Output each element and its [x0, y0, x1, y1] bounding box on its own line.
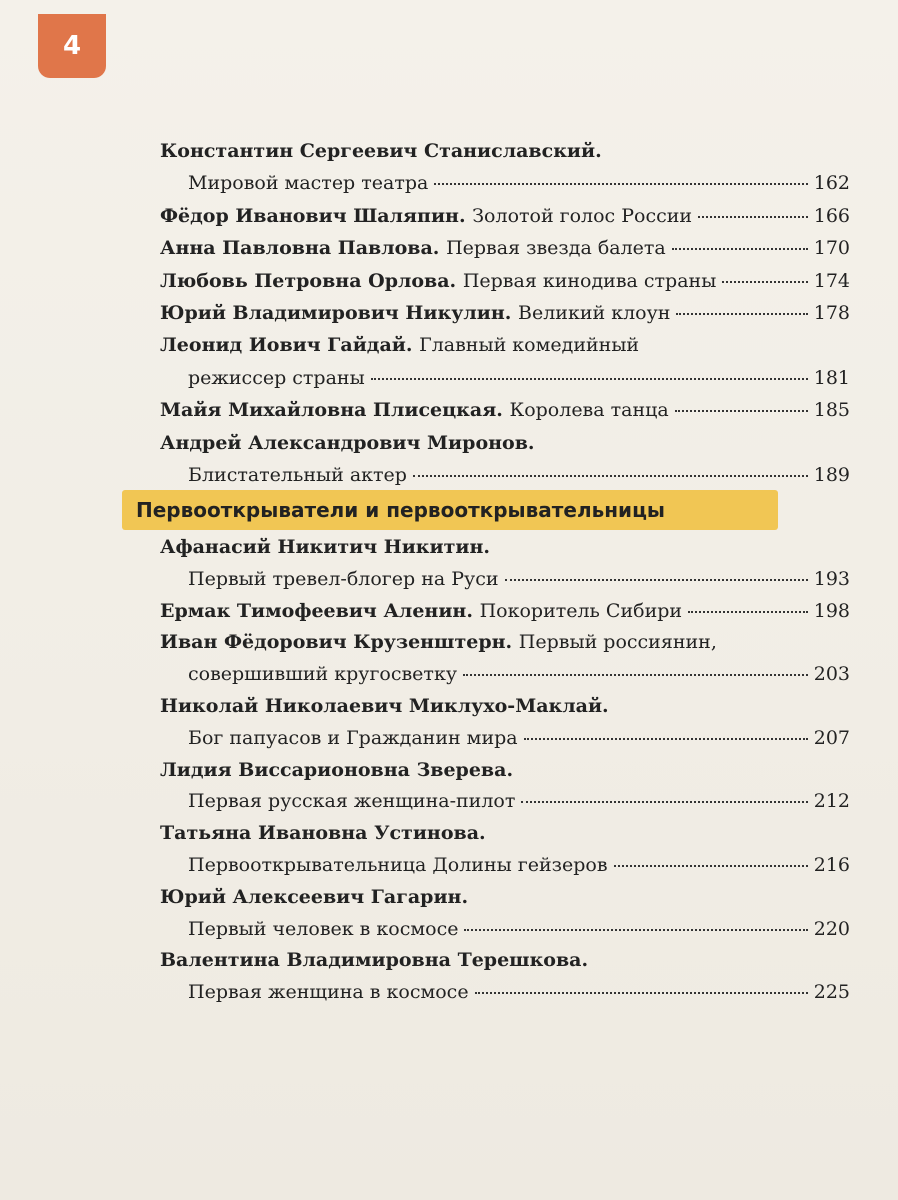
entry-page-number: 220 [813, 917, 850, 940]
dot-leader [464, 928, 807, 931]
dot-leader [371, 377, 808, 380]
toc-entry [160, 231, 850, 265]
toc-entry [188, 784, 850, 818]
entry-page-number: 162 [813, 172, 850, 195]
entry-title: Первый тревел-блогер на Руси [188, 567, 499, 590]
entry-page-number: 189 [813, 464, 850, 486]
dot-leader [676, 312, 807, 315]
entry-title: Первая кинодива страны [462, 269, 717, 292]
entry-page-number: 174 [813, 269, 850, 292]
toc-entry [160, 625, 850, 659]
toc-entry [160, 943, 850, 977]
toc-entry [188, 912, 850, 946]
entry-person-name: Фёдор Иванович Шаляпин. [160, 204, 466, 227]
entry-title: Золотой голос России [472, 204, 693, 227]
toc-entry [160, 594, 850, 628]
toc-entry [188, 562, 850, 596]
entry-person-name: Ермак Тимофеевич Аленин. [160, 599, 473, 622]
dot-leader [505, 578, 808, 581]
entry-person-name: Валентина Владимировна Терешкова. [160, 949, 589, 972]
toc-entry [188, 848, 850, 882]
entry-title: Великий клоун [518, 302, 671, 324]
entry-page-number: 193 [813, 567, 850, 590]
entry-person-name: Татьяна Ивановна Устинова. [160, 822, 486, 845]
entry-title: Мировой мастер театра [188, 172, 429, 195]
entry-page-number: 166 [813, 204, 850, 227]
entry-title: Первая женщина в космосе [188, 981, 469, 1004]
toc-entry [160, 426, 850, 460]
entry-page-number: 216 [813, 854, 850, 876]
entry-page-number: 181 [813, 366, 850, 389]
dot-leader [413, 474, 808, 477]
dot-leader [698, 215, 808, 218]
toc-entry [188, 166, 850, 200]
toc-entry [160, 328, 850, 362]
toc-entry [188, 361, 850, 395]
entry-title: Покоритель Сибири [479, 599, 683, 622]
toc-entry [160, 880, 850, 914]
dot-leader [434, 182, 807, 185]
entry-page-number: 185 [813, 399, 850, 422]
dot-leader [463, 673, 808, 676]
toc-entry [160, 530, 850, 564]
entry-title: Главный комедийный [419, 334, 640, 357]
entry-page-number: 212 [813, 790, 850, 813]
toc-entry [188, 458, 850, 492]
entry-person-name: Любовь Петровна Орлова. [160, 269, 457, 292]
entry-page-number: 170 [813, 237, 850, 260]
toc-entry [160, 689, 850, 723]
toc-entry [160, 134, 850, 168]
toc-entry [188, 721, 850, 755]
toc-entry [160, 199, 850, 233]
toc-entry [160, 296, 850, 330]
entry-title: Королева танца [509, 399, 669, 422]
entry-title: Первая русская женщина-пилот [188, 790, 516, 813]
dot-leader [524, 737, 808, 740]
dot-leader [722, 280, 807, 283]
entry-title: Первооткрывательница Долины гейзеров [188, 854, 608, 876]
page-number: 4 [62, 31, 82, 61]
entry-title: Первый россиянин, [518, 631, 717, 654]
entry-title: Блистательный актер [188, 464, 407, 486]
dot-leader [688, 610, 808, 613]
dot-leader [521, 800, 807, 803]
entry-page-number: 207 [813, 726, 850, 749]
entry-title: Бог папуасов и Гражданин мира [188, 726, 518, 749]
entry-person-name: Афанасий Никитич Никитин. [160, 536, 490, 558]
toc-entry [160, 753, 850, 787]
entry-person-name: Юрий Алексеевич Гагарин. [160, 885, 469, 908]
toc-entry [160, 264, 850, 298]
entry-page-number: 178 [813, 302, 850, 324]
section-heading: Первооткрыватели и первооткрывательницы [136, 498, 665, 522]
dot-leader [614, 864, 808, 867]
entry-page-number: 198 [813, 599, 850, 622]
entry-person-name: Майя Михайловна Плисецкая. [160, 399, 503, 422]
toc-entry [160, 816, 850, 850]
entry-person-name: Анна Павловна Павлова. [160, 237, 440, 260]
toc-entry [160, 393, 850, 427]
entry-title: Первый человек в космосе [188, 917, 459, 940]
entry-person-name: Лидия Виссарионовна Зверева. [160, 758, 514, 781]
entry-page-number: 203 [813, 663, 850, 686]
dot-leader [672, 247, 808, 250]
entry-person-name: Константин Сергеевич Станиславский. [160, 140, 602, 162]
entry-person-name: Николай Николаевич Миклухо-Маклай. [160, 695, 609, 717]
entry-person-name: Леонид Иович Гайдай. [160, 334, 413, 357]
entry-page-number: 225 [813, 981, 850, 1004]
entry-title: режиссер страны [188, 366, 365, 389]
entry-person-name: Юрий Владимирович Никулин. [160, 302, 512, 324]
toc-entry [188, 975, 850, 1009]
dot-leader [675, 409, 808, 412]
entry-person-name: Иван Фёдорович Крузенштерн. [160, 631, 513, 654]
dot-leader [475, 991, 808, 994]
entry-title: Первая звезда балета [446, 237, 666, 260]
entry-person-name: Андрей Александрович Миронов. [160, 431, 535, 454]
toc-entry [188, 657, 850, 691]
entry-title: совершивший кругосветку [188, 663, 457, 686]
